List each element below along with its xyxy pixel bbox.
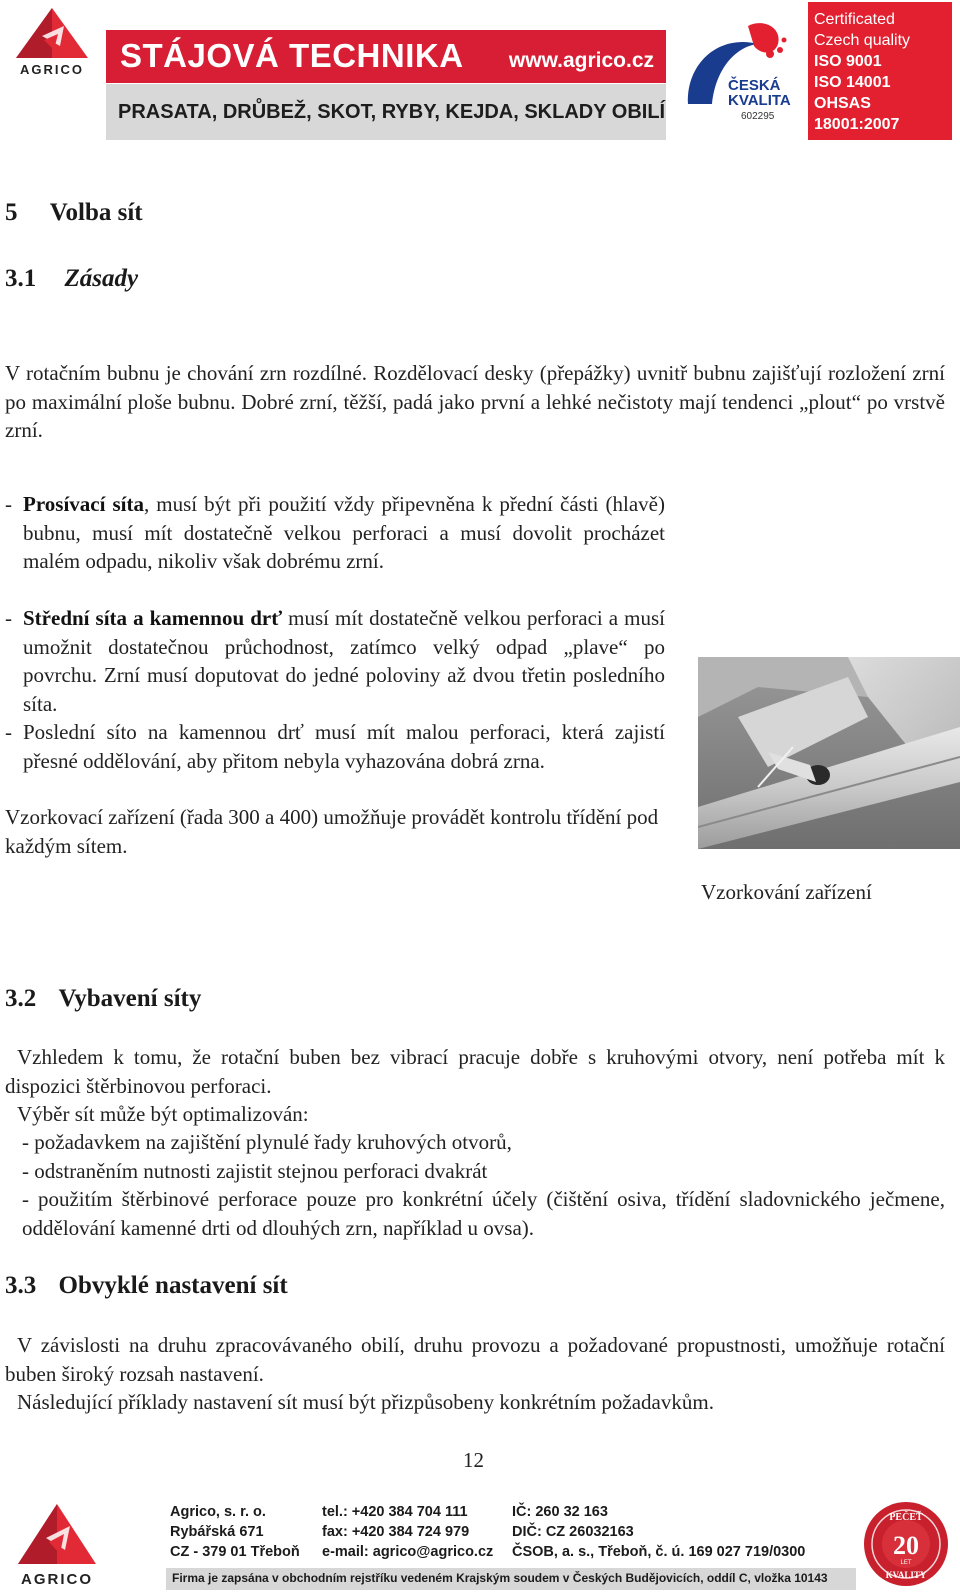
optimization-intro: Výběr sít může být optimalizován: [17,1102,309,1126]
footer-contact [322,1502,493,1562]
section-3-2-heading [5,985,201,1013]
seal-let-text: LET [900,1560,912,1566]
section-3-3-heading [5,1272,288,1300]
quality-mark-line2: KVALITA [728,92,791,109]
section-number: 3.1 [5,265,37,292]
footer-logo-text: AGRICO [21,1571,93,1588]
seal-bottom-text: KVALITY [885,1570,927,1580]
cert-line: Czech quality [814,32,911,49]
cert-line: ISO 14001 [814,74,891,91]
section-number: 3.3 [5,1272,37,1299]
intro-paragraph: V rotačním bubnu je chování zrn rozdílné. Rozdělovací desky (přepážky) uvnitř bubnu zajišťují rozložení zrní po maximální ploše bubnu. Dobré zrní, těžší, padá jako první a lehké nečistoty mají tendenci „plout“ po vrstvě zrní. [5,361,945,442]
certificates-box [808,2,952,140]
sampling-paragraph: Vzorkovací zařízení (řada 300 a 400) umožňuje provádět kontrolu třídění pod každým sítem. [5,805,659,858]
list-dash: - [5,720,12,744]
header-subtitle-bar [106,84,666,140]
quality-mark-line1: ČESKÁ [728,77,781,94]
equipment-paragraph: Vzhledem k tomu, že rotační buben bez vibrací pracuje dobře s kruhovými otvory, není potřeba mít k dispozici štěrbinovou perforaci. [5,1045,945,1098]
footer-email[interactable]: e-mail: agrico@agrico.cz [322,1544,494,1560]
sieve-item-3 [5,718,665,775]
cert-line: Certificated [814,11,895,28]
list-dash: - [5,492,12,516]
cert-line: 18001:2007 [814,116,900,133]
section-3-1-heading [5,265,138,293]
footer-line: ČSOB, a. s., Třeboň, č. ú. 169 027 719/0300 [512,1544,806,1560]
sieve-item-1 [5,490,665,576]
sieve-item-2 [5,604,665,718]
seal-number: 20 [893,1531,919,1560]
footer-fax: fax: +420 384 724 979 [322,1524,470,1540]
quality-seal-icon [862,1500,950,1588]
section-number: 5 [5,199,18,226]
footer-register-bar [166,1568,856,1590]
footer-registration [512,1502,805,1562]
footer-agrico-logo [4,1500,110,1588]
header-banner [106,30,666,83]
cert-line: ISO 9001 [814,53,882,70]
sampling-device-photo [698,657,960,849]
section-number: 3.2 [5,985,37,1012]
section-5-heading [5,199,143,227]
item-bold-term: Prosívací síta [23,492,144,516]
section-title: Vybavení síty [58,985,202,1012]
cert-line: OHSAS [814,95,871,112]
settings-paragraph: V závislosti na druhu zpracovávaného obilí, druhu provozu a požadované propustnosti, umožňuje rotační buben široký rozsah nastavení. [5,1333,945,1386]
footer-line: DIČ: CZ 26032163 [512,1524,634,1540]
item-text: , musí být při použití vždy připevněna k přední části (hlavě) bubnu, musí mít dostatečně velkou perforaci a musí dovolit procházet malém odpadu, nikoliv však dobrému zrní. [23,492,665,573]
section-title: Obvyklé nastavení sít [58,1272,288,1299]
banner-title: STÁJOVÁ TECHNIKA [120,37,464,74]
agrico-logo-text: AGRICO [20,62,84,77]
section-title: Volba sít [49,199,143,226]
item-bold-term: Střední síta a kamennou drť [23,606,283,630]
page-number: 12 [463,1448,484,1472]
section-title: Zásady [64,265,139,292]
quality-mark-code: 602295 [741,111,775,122]
item-text: Poslední síto na kamennou drť musí mít malou perforaci, která zajistí přesné oddělování, aby přitom nebyla vyhazována dobrá zrna. [23,720,665,773]
footer-line: Agrico, s. r. o. [170,1504,266,1520]
certificates-list [814,9,910,135]
optimization-bullet: - použitím štěrbinové perforace pouze pro konkrétní účely (čištění osiva, třídění sladovnického ječmene, oddělování kamenné drti od dlouhých zrn, například u ovsa). [22,1187,945,1240]
list-dash: - [5,606,12,630]
ceska-kvalita-text [728,78,791,108]
footer-line: IČ: 260 32 163 [512,1504,608,1520]
banner-url[interactable]: www.agrico.cz [508,49,654,72]
seal-top-text: PEČEŤ [889,1512,923,1523]
item-text: musí mít dostatečně velkou perforaci a musí umožnit dostatečnou průchodnost, zatímco velký odpad „plave“ po povrchu. Zrní musí doputovat do jedné poloviny až dvou třetin posledního síta. [23,606,665,716]
agrico-logo [4,6,100,78]
footer-register-note: Firma je zapsána v obchodním rejstříku vedeném Krajským soudem v Českých Budějovicích, oddíl C, vložka 10143 [172,1571,828,1585]
footer-line: Rybářská 671 [170,1524,264,1540]
photo-caption: Vzorkování zařízení [701,880,872,904]
optimization-bullet: - požadavkem na zajištění plynulé řady kruhových otvorů, [22,1130,512,1154]
optimization-bullet: - odstraněním nutnosti zajistit stejnou perforaci dvakrát [22,1159,488,1183]
settings-note: Následující příklady nastavení sít musí být přizpůsobeny konkrétním požadavkům. [17,1390,714,1414]
header-subtitle: PRASATA, DRŮBEŽ, SKOT, RYBY, KEJDA, SKLADY OBILÍ [118,101,666,123]
footer-phone: tel.: +420 384 704 111 [322,1504,468,1520]
footer-company [170,1502,300,1562]
footer-line: CZ - 379 01 Třeboň [170,1544,300,1560]
